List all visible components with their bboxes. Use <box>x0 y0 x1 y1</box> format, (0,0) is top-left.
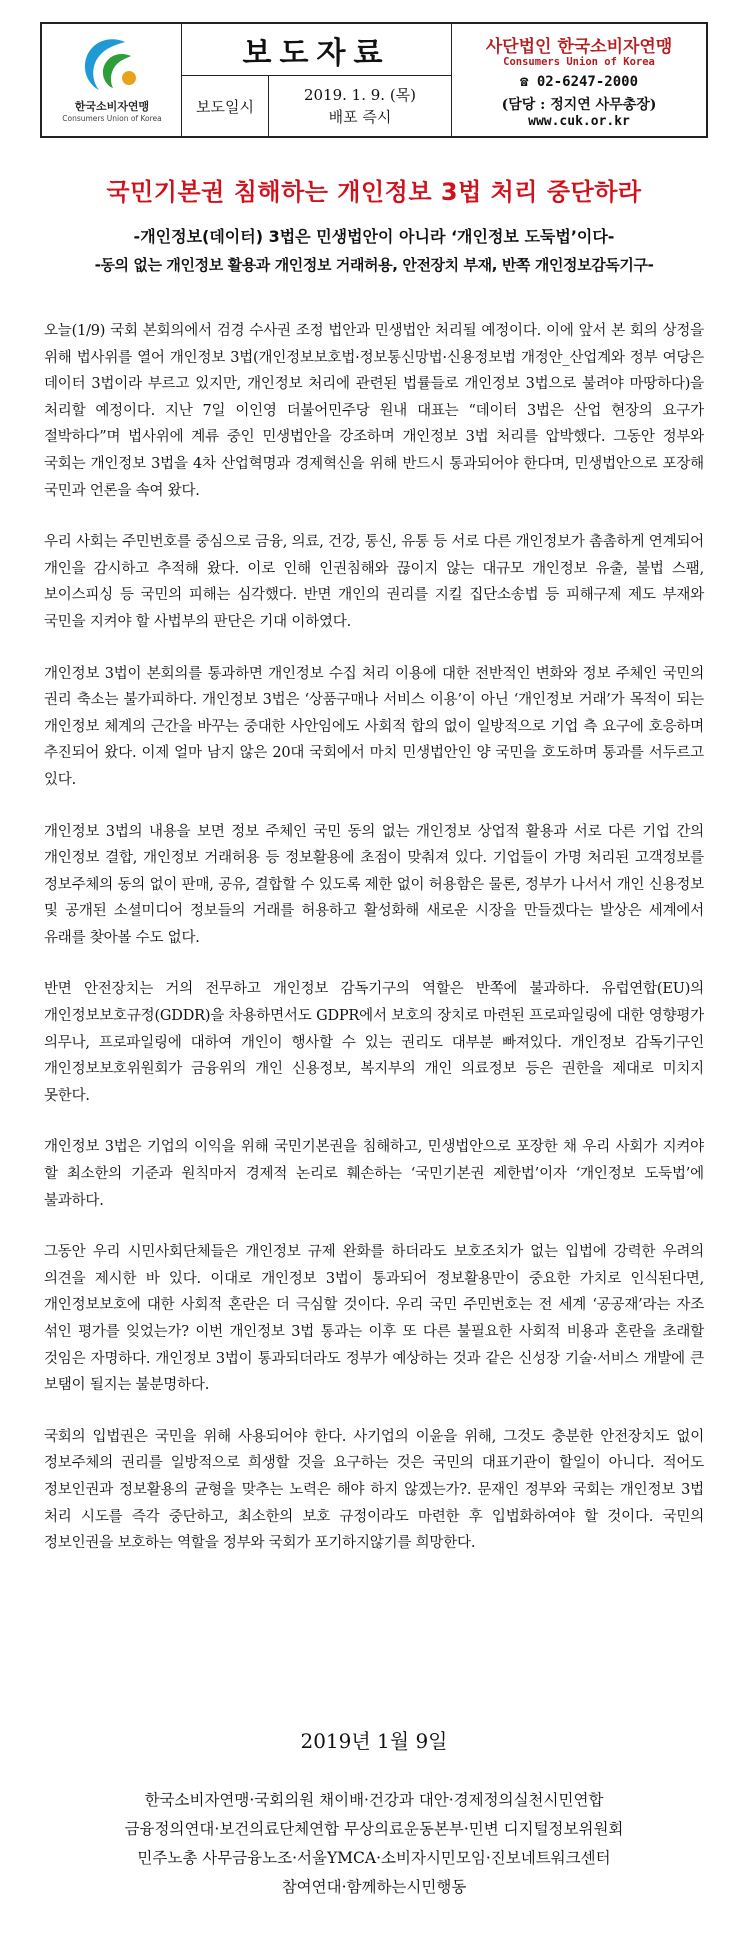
paragraph: 그동안 우리 시민사회단체들은 개인정보 규제 완화를 하더라도 보호조치가 없는 입법에 강력한 우려의 의견을 제시한 바 있다. 이대로 개인정보 3법이 통과되어 정보활용만이 중요한 가치로 인식된다면, 개인정보보호에 대한 사회적 혼란은 더 극심할 것이다. 우리 국민 주민번호는 전 세계 ‘공공재’라는 자조 섞인 평가를 잊었는가? 이번 개인정보 3법 통과는 이후 또 다른 불필요한 사회적 비용과 혼란을 초래할 것임은 자명하다. 개인정보 3법이 통과되더라도 정부가 예상하는 것과 같은 신성장 기술·서비스 개발에 큰 보탬이 될지는 불분명하다. <box>44 1244 704 1394</box>
paragraph: 우리 사회는 주민번호를 중심으로 금융, 의료, 건강, 통신, 유통 등 서로 다른 개인정보가 촘촘하게 연계되어 개인을 감시하고 추적해 왔다. 이로 인해 인권침해와 끊이지 않는 대규모 개인정보 유출, 불법 스팸, 보이스피싱 등 국민의 피해는 심각했다. 반면 개인의 권리를 지킬 집단소송법 등 피해구제 제도 부재와 국민을 지켜야 할 사법부의 판단은 기대 이하였다. <box>44 534 704 630</box>
phone-number: 02-6247-2000 <box>536 74 639 90</box>
logo-block <box>42 24 182 136</box>
title-block <box>182 24 452 76</box>
org-website: www.cuk.or.kr <box>528 114 630 129</box>
press-release-header <box>40 22 708 138</box>
logo-name-en: Consumers Union of Korea <box>62 114 162 123</box>
paragraph: 개인정보 3법은 기업의 이익을 위해 국민기본권을 침해하고, 민생법안으로 포장한 채 우리 사회가 지켜야 할 최소한의 기준과 원칙마저 경제적 논리로 훼손하는 ‘국민기본권 제한법’이자 ‘개인정보 도둑법’에 불과하다. <box>44 1139 704 1209</box>
subtitle-1: -개인정보(데이터) 3법은 민생법안이 아니라 ‘개인정보 도둑법’이다- <box>133 227 615 246</box>
date-label-block <box>182 76 269 136</box>
org-name-ko: 사단법인 한국소비자연맹 <box>485 37 673 57</box>
paragraph: 개인정보 3법의 내용을 보면 정보 주체인 국민 동의 없는 개인정보 상업적 활용과 서로 다른 기업 간의 개인정보 결합, 개인정보 거래허용 등 정보활용에 초점이 맞춰져 있다. 기업들이 가명 처리된 고객정보를 정보주체의 동의 없이 판매, 공유, 결합할 수 있도록 제한 없이 허용함은 물론, 정부가 나서서 개인 신용정보 및 공개된 소셜미디어 정보들의 거래를 허용하고 활성화해 새로운 시장을 만들겠다는 발상은 세계에서 유래를 찾아볼 수도 없다. <box>44 823 704 946</box>
signatory-line: 금융정의연대·보건의료단체연합 무상의료운동본부·민변 디지털정보위원회 <box>124 1820 624 1838</box>
date-label: 보도일시 <box>196 97 254 116</box>
signature-date: 2019년 1월 9일 <box>300 1729 448 1753</box>
signatory-line: 참여연대·함께하는시민행동 <box>281 1878 467 1896</box>
body-text <box>44 318 704 1582</box>
org-phone <box>452 74 706 90</box>
org-contact: (담당 : 정지연 사무총장) <box>501 97 657 113</box>
headline: 국민기본권 침해하는 개인정보 3법 처리 중단하라 <box>106 178 642 206</box>
release-timing: 배포 즉시 <box>328 108 392 126</box>
paragraph: 반면 안전장치는 거의 전무하고 개인정보 감독기구의 역할은 반쪽에 불과하다. 유럽연합(EU)의 개인정보보호규정(GDDR)을 차용하면서도 GDPR에서 보호의 장치로 마련된 프로파일링에 대한 영향평가 의무나, 프로파일링에 대하여 개인이 행사할 수 있는 권리도 대부분 빠져있다. 개인정보 감독기구인 개인정보보호위원회가 금융위의 개인 신용정보, 복지부의 개인 의료정보 등은 권한을 제대로 미치지 못한다. <box>44 981 704 1104</box>
signatory-line: 민주노총 사무금융노조·서울YMCA·소비자시민모임·진보네트워크센터 <box>137 1849 611 1867</box>
document-title: 보도자료 <box>242 35 391 71</box>
signatory-line: 한국소비자연맹·국회의원 채이배·건강과 대안·경제정의실천시민연합 <box>144 1791 604 1809</box>
signatory-list <box>0 1786 748 1902</box>
paragraph: 국회의 입법권은 국민을 위해 사용되어야 한다. 사기업의 이윤을 위해, 그것도 충분한 안전장치도 없이 정보주체의 권리를 일방적으로 희생할 것을 요구하는 것은 국민의 대표기관이 할일이 아니다. 적어도 정보인권과 정보활용의 균형을 맞추는 노력은 해야 하지 않겠는가?. 문재인 정부와 국회는 개인정보 3법 처리 시도를 즉각 중단하고, 최소한의 보호 규정이라도 마련한 후 입법화하여야 할 것이다. 국민의 정보인권을 보호하는 역할을 정부와 국회가 포기하지않기를 희망한다. <box>44 1428 704 1552</box>
org-name-en: Consumers Union of Korea <box>503 56 655 68</box>
paragraph: 오늘(1/9) 국회 본회의에서 검경 수사권 조정 법안과 민생법안 처리될 예정이다. 이에 앞서 본 회의 상정을 위해 법사위를 열어 개인정보 3법(개인정보보호법·정보통신망법·신용정보법 개정안_산업계와 정부 여당은 데이터 3법이라 부르고 있지만, 개인정보 처리에 관련된 법률들로 개인정보 3법으로 불려야 마땅하다)을 처리할 예정이다. 지난 7일 이인영 더불어민주당 원내 대표는 “데이터 3법은 산업 현장의 요구가 절박하다”며 법사위에 계류 중인 민생법안을 강조하며 개인정보 3법 처리를 압박했다. 그동안 정부와 국회는 개인정보 3법을 4차 산업혁명과 경제혁신을 위해 반드시 통과되어야 한다며, 민생법안으로 포장해 국민과 언론을 속여 왔다. <box>44 323 704 499</box>
org-block <box>452 24 706 136</box>
subtitle-2: -동의 없는 개인정보 활용과 개인정보 거래허용, 안전장치 부재, 반쪽 개인정보감독기구- <box>94 256 654 274</box>
date-block <box>269 76 452 136</box>
cuk-logo-icon <box>77 34 147 96</box>
paragraph: 개인정보 3법이 본회의를 통과하면 개인정보 수집 처리 이용에 대한 전반적인 변화와 정보 주체인 국민의 권리 축소는 불가피하다. 개인정보 3법은 ‘상품구매나 서비스 이용’이 아닌 ‘개인정보 거래’가 목적이 되는 개인정보 체계의 근간을 바꾸는 중대한 사안임에도 사회적 합의 없이 일방적으로 기업 측 요구에 호응하며 추진되어 왔다. 이제 얼마 남지 않은 20대 국회에서 마치 민생법안인 양 국민을 호도하며 통과를 서두르고 있다. <box>44 665 705 788</box>
release-date: 2019. 1. 9. (목) <box>303 86 417 104</box>
phone-icon: ☎ <box>519 74 529 90</box>
logo-name-ko: 한국소비자연맹 <box>74 100 150 113</box>
